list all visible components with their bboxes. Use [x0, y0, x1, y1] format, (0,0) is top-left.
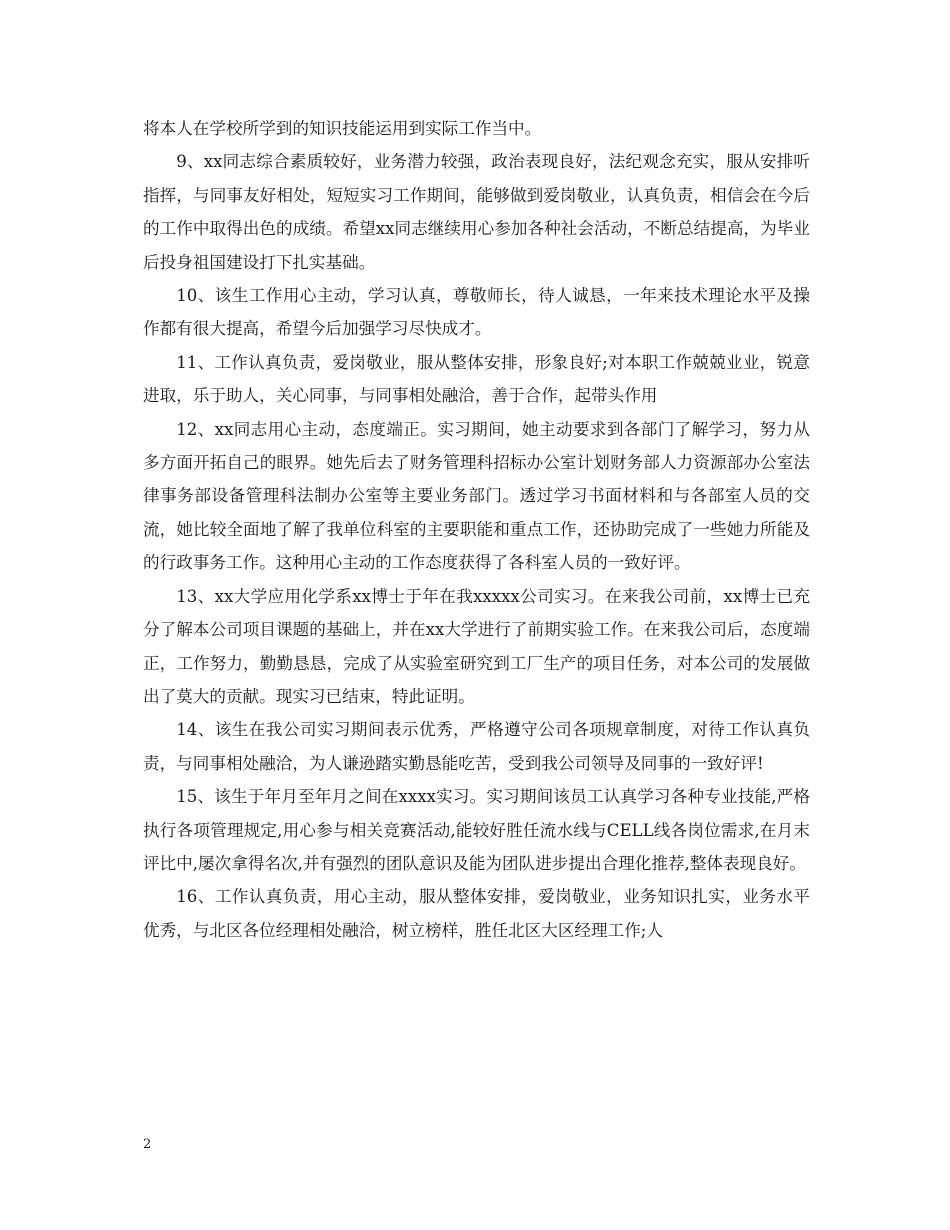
paragraph-item-10: 10、该生工作用心主动，学习认真，尊敬师长，待人诚恳，一年来技术理论水平及操作都有很大提高，希望今后加强学习尽快成才。 — [143, 286, 810, 339]
paragraph-item-12: 12、xx同志用心主动，态度端正。实习期间，她主动要求到各部门了解学习，努力从多方面开拓自己的眼界。她先后去了财务管理科招标办公室计划财务部人力资源部办公室法律事务部设备管理科法制办公室等主要业务部门。透过学习书面材料和与各部室人员的交流，她比较全面地了解了我单位科室的主要职能和重点工作，还协助完成了一些她力所能及的行政事务工作。这种用心主动的工作态度获得了各科室人员的一致好评。 — [143, 419, 810, 573]
paragraph-item-16: 16、工作认真负责，用心主动，服从整体安排，爱岗敬业，业务知识扎实，业务水平优秀，与北区各位经理相处融洽，树立榜样，胜任北区大区经理工作;人 — [143, 887, 810, 940]
page-number: 2 — [143, 1137, 152, 1152]
paragraph-item-15: 15、该生于年月至年月之间在xxxx实习。实习期间该员工认真学习各种专业技能,严格执行各项管理规定,用心参与相关竞赛活动,能较好胜任流水线与CELL线各岗位需求,在月末评比中,屡次拿得名次,并有强烈的团队意识及能为团队进步提出合理化推荐,整体表现良好。 — [143, 787, 810, 873]
paragraph-continuation: 将本人在学校所学到的知识技能运用到实际工作当中。 — [143, 119, 542, 138]
paragraph-item-11: 11、工作认真负责，爱岗敬业，服从整体安排，形象良好;对本职工作兢兢业业，锐意进取，乐于助人，关心同事，与同事相处融洽，善于合作，起带头作用 — [143, 352, 810, 406]
paragraph-item-13: 13、xx大学应用化学系xx博士于年在我xxxxx公司实习。在来我公司前，xx博士已充分了解本公司项目课题的基础上，并在xx大学进行了前期实验工作。在来我公司后，态度端正，工作努力，勤勤恳恳，完成了从实验室研究到工厂生产的项目任务，对本公司的发展做出了莫大的贡献。现实习已结束，特此证明。 — [143, 586, 810, 706]
paragraph-item-14: 14、该生在我公司实习期间表示优秀，严格遵守公司各项规章制度，对待工作认真负责，与同事相处融洽，为人谦逊踏实勤恳能吃苦，受到我公司领导及同事的一致好评! — [143, 720, 810, 773]
document-body — [143, 112, 810, 947]
paragraph-item-9: 9、xx同志综合素质较好，业务潜力较强，政治表现良好，法纪观念充实，服从安排听指挥，与同事友好相处，短短实习工作期间，能够做到爱岗敬业，认真负责，相信会在今后的工作中取得出色的成绩。希望xx同志继续用心参加各种社会活动，不断总结提高，为毕业后投身祖国建设打下扎实基础。 — [143, 152, 810, 272]
